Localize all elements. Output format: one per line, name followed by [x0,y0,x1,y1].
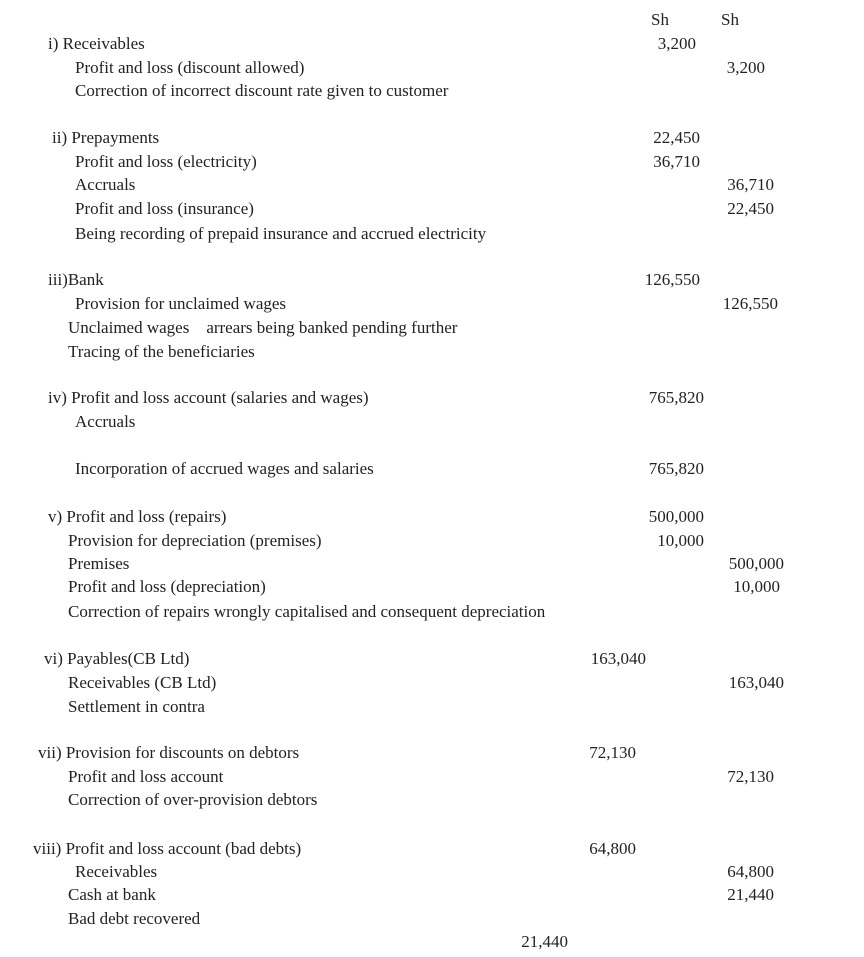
entry-5-line-4-credit: 10,000 [733,577,780,596]
entry-2-line-1-debit: 22,450 [653,128,700,147]
entry-6-line-1-text: vi) Payables(CB Ltd) [44,649,190,668]
entry-2-line-1-text: ii) Prepayments [52,128,160,147]
entry-8-line-1-debit: 64,800 [589,839,636,858]
entry-6-line-2-credit: 163,040 [728,673,784,692]
entry-4-line-1-debit: 765,820 [648,388,704,407]
entry-7-line-1-text: vii) Provision for discounts on debtors [38,743,300,762]
entry-4-line-2-text: Accruals [75,412,136,431]
entry-2-line-2-debit: 36,710 [653,152,700,171]
entry-1-line-2-credit: 3,200 [726,58,765,77]
entry-6-line-2-text: Receivables (CB Ltd) [68,673,217,692]
entry-3-narration-1: Unclaimed wages arrears being banked pending further [68,318,458,337]
header-col2: Sh [721,10,739,29]
entry-1-line-2-text: Profit and loss (discount allowed) [75,58,305,77]
entry-7-line-2-text: Profit and loss account [68,767,224,786]
entry-8-narration: Bad debt recovered [68,909,201,928]
entry-2-line-4-credit: 22,450 [727,199,774,218]
entry-3-line-2-text: Provision for unclaimed wages [75,294,287,313]
entry-5-line-2-text: Provision for depreciation (premises) [68,531,322,550]
entry-8-line-3-text: Cash at bank [68,885,156,904]
entry-1-line-1-debit: 3,200 [657,34,696,53]
entry-3-line-1-text: iii)Bank [48,270,104,289]
entry-5-line-1-text: v) Profit and loss (repairs) [48,507,227,526]
entry-5-line-3-credit: 500,000 [728,554,784,573]
entry-4-narration-amount: 765,820 [648,459,704,478]
entry-2-line-4-text: Profit and loss (insurance) [75,199,254,218]
entry-8-line-2-credit: 64,800 [727,862,774,881]
entry-6-narration: Settlement in contra [68,697,205,716]
entry-8-line-3-credit: 21,440 [727,885,774,904]
entry-8-line-1-text: viii) Profit and loss account (bad debts) [33,839,302,858]
entry-5-line-1-debit: 500,000 [648,507,704,526]
entry-5-narration: Correction of repairs wrongly capitalised and consequent depreciation [68,602,546,621]
entry-7-line-2-credit: 72,130 [727,767,774,786]
entry-7-line-1-debit: 72,130 [589,743,636,762]
entry-4-line-1-text: iv) Profit and loss account (salaries and wages) [48,388,369,407]
entry-2-line-3-text: Accruals [75,175,136,194]
entry-5-line-4-text: Profit and loss (depreciation) [68,577,266,596]
entry-3-line-1-debit: 126,550 [644,270,700,289]
entry-2-line-2-text: Profit and loss (electricity) [75,152,257,171]
entry-8-line-2-text: Receivables [75,862,158,881]
entry-4-narration: Incorporation of accrued wages and salaries [75,459,374,478]
header-col1: Sh [651,10,669,29]
entry-5-line-3-text: Premises [68,554,130,573]
entry-1-narration: Correction of incorrect discount rate given to customer [75,81,449,100]
entry-8-narration-amount: 21,440 [521,932,568,951]
entry-3-narration-2: Tracing of the beneficiaries [68,342,255,361]
entry-6-line-1-debit: 163,040 [590,649,646,668]
entry-5-line-2-debit: 10,000 [657,531,704,550]
entry-2-line-3-credit: 36,710 [727,175,774,194]
entry-1-line-1-text: i) Receivables [48,34,145,53]
entry-7-narration: Correction of over-provision debtors [68,790,318,809]
entry-2-narration: Being recording of prepaid insurance and accrued electricity [75,224,487,243]
entry-3-line-2-credit: 126,550 [722,294,778,313]
